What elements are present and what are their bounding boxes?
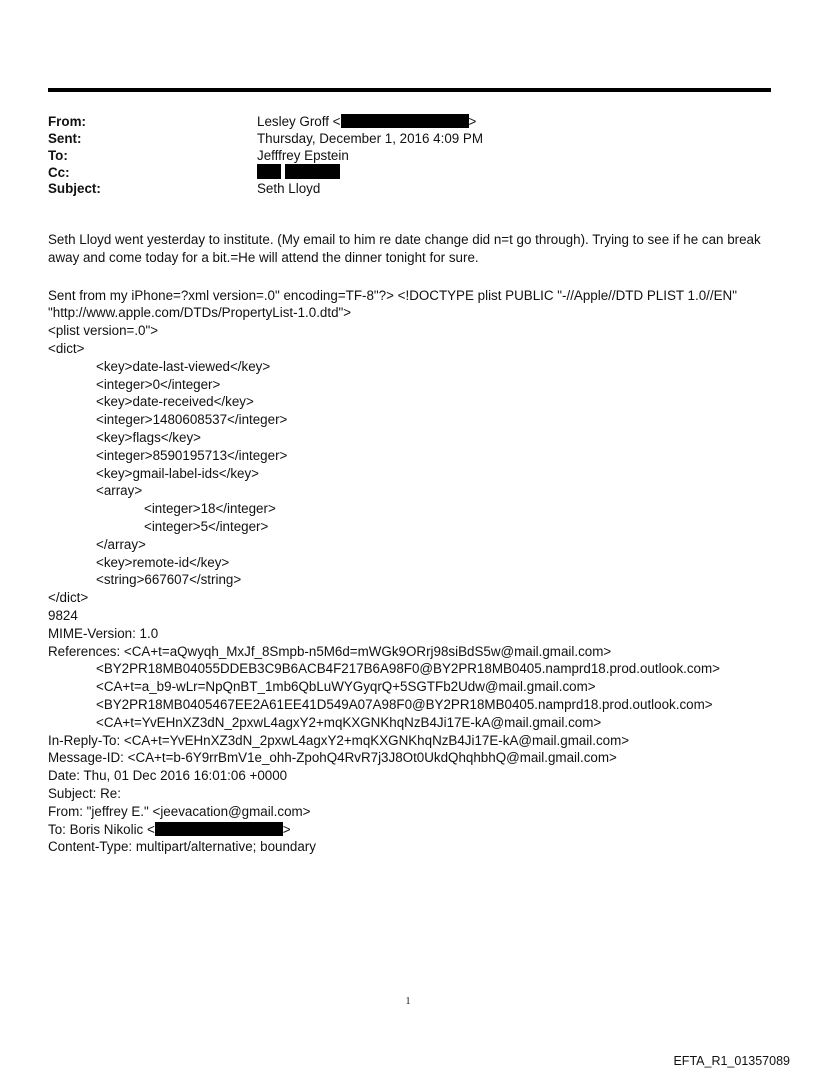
body-line: <CA+t=YvEHnXZ3dN_2pxwL4agxY2+mqKXGNKhqNzB4Ji17E-kA@mail.gmail.com> — [96, 714, 602, 730]
body-line: <key>flags</key> — [96, 429, 201, 445]
body-line: <array> — [96, 483, 143, 499]
body-line: <integer>0</integer> — [96, 376, 221, 392]
body-line: From: "jeffrey E." <jeevacation@gmail.com> — [48, 803, 311, 819]
body-line: <key>date-last-viewed</key> — [96, 358, 271, 374]
subject-row — [48, 181, 483, 198]
body-line: Sent from my iPhone=?xml version=.0" encoding=TF-8"?> <!DOCTYPE plist PUBLIC "-//Apple//DTD PLIST 1.0//EN" — [48, 287, 737, 303]
to-line — [48, 821, 778, 839]
to-line-suffix: > — [282, 821, 291, 837]
body-line: In-Reply-To: <CA+t=YvEHnXZ3dN_2pxwL4agxY2+mqKXGNKhqNzB4Ji17E-kA@mail.gmail.com> — [48, 732, 630, 748]
cc-row — [48, 164, 483, 181]
body-line: 9824 — [48, 607, 78, 623]
body-line: MIME-Version: 1.0 — [48, 625, 159, 641]
page-number: 1 — [405, 996, 411, 1007]
body-line: Date: Thu, 01 Dec 2016 16:01:06 +0000 — [48, 768, 288, 784]
body-line: "http://www.apple.com/DTDs/PropertyList-1.0.dtd"> — [48, 305, 352, 321]
body-line: <integer>8590195713</integer> — [96, 447, 288, 463]
body-line: <plist version=.0"> — [48, 323, 159, 339]
body-line: <BY2PR18MB0405467EE2A61EE41D549A07A98F0@BY2PR18MB0405.namprd18.prod.outlook.com> — [96, 696, 713, 712]
body-line: </array> — [96, 536, 146, 552]
from-close: > — [468, 114, 477, 129]
from-name: Lesley Groff < — [257, 114, 341, 129]
cc-label: Cc: — [48, 165, 70, 181]
sent-row — [48, 131, 483, 148]
body-line: </dict> — [48, 590, 89, 606]
redaction — [155, 822, 283, 836]
to-label: To: — [48, 147, 68, 163]
body-line: <integer>1480608537</integer> — [96, 412, 288, 428]
to-row — [48, 148, 483, 165]
body-line: <integer>18</integer> — [144, 501, 276, 517]
to-line-prefix: To: Boris Nikolic < — [48, 821, 155, 837]
subject-label: Subject: — [48, 181, 101, 197]
email-body — [48, 231, 778, 856]
sent-value: Thursday, December 1, 2016 4:09 PM — [257, 130, 484, 146]
header-rule — [48, 88, 771, 92]
redaction — [285, 164, 340, 179]
redaction — [257, 164, 281, 179]
body-line: References: <CA+t=aQwyqh_MxJf_8Smpb-n5M6d=mWGk9ORrj98siBdS5w@mail.gmail.com> — [48, 643, 612, 659]
body-line: <integer>5</integer> — [144, 518, 269, 534]
from-row — [48, 114, 483, 131]
body-line: <string>667607</string> — [96, 572, 242, 588]
redaction — [341, 114, 469, 128]
body-line: Message-ID: <CA+t=b-6Y9rrBmV1e_ohh-ZpohQ4RvR7j3J8Ot0UkdQhqhbhQ@mail.gmail.com> — [48, 750, 617, 766]
body-line: <key>date-received</key> — [96, 394, 254, 410]
document-id: EFTA_R1_01357089 — [673, 1054, 790, 1068]
email-header — [48, 114, 483, 198]
raw-lines — [48, 287, 778, 821]
sent-label: Sent: — [48, 130, 82, 146]
body-line: Subject: Re: — [48, 785, 121, 801]
body-line: <dict> — [48, 340, 85, 356]
body-line: <key>remote-id</key> — [96, 554, 230, 570]
from-label: From: — [48, 114, 86, 129]
body-line: <BY2PR18MB04055DDEB3C9B6ACB4F217B6A98F0@BY2PR18MB0405.namprd18.prod.outlook.com> — [96, 661, 720, 677]
to-value: Jefffrey Epstein — [257, 147, 349, 163]
content-type-line: Content-Type: multipart/alternative; boundary — [48, 839, 316, 855]
subject-value: Seth Lloyd — [257, 181, 321, 197]
message-paragraph: Seth Lloyd went yesterday to institute. (My email to him re date change did n=t go through). Trying to see if he can break away and come today for a bit.=He will attend the dinner tonight for sure. — [48, 232, 761, 265]
body-line: <CA+t=a_b9-wLr=NpQnBT_1mb6QbLuWYGyqrQ+5SGTFb2Udw@mail.gmail.com> — [96, 679, 596, 695]
body-line: <key>gmail-label-ids</key> — [96, 465, 260, 481]
